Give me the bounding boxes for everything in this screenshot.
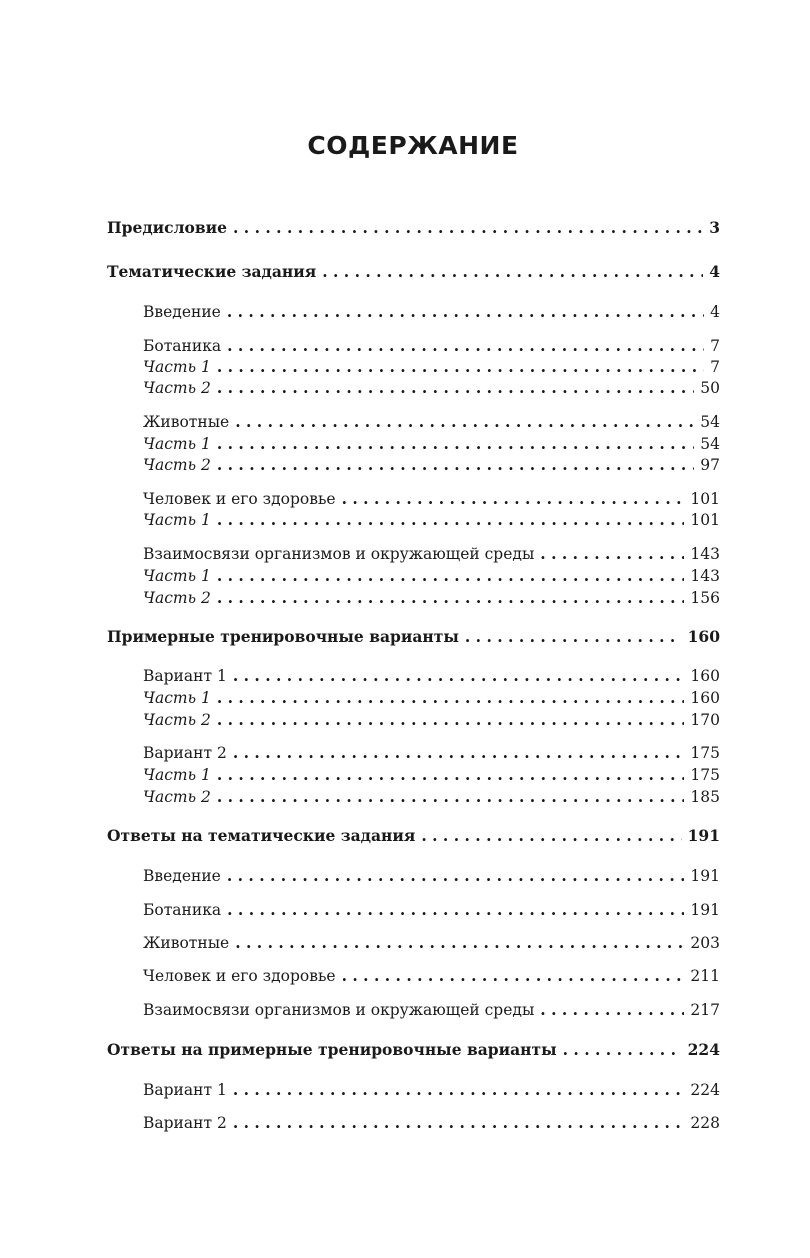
toc-entry-label: Введение [143,303,221,321]
toc-entry-page: 54 [700,413,720,431]
dot-leader [227,900,684,920]
toc-entry-page: 143 [690,545,720,563]
dot-leader [235,933,684,953]
toc-entry [143,412,720,432]
toc-entry-label: Введение [143,867,221,885]
toc-entry [143,302,720,322]
dot-leader [227,866,685,886]
toc-entry-label: Вариант 2 [143,744,227,762]
toc-entry [143,900,720,920]
toc-entry-label: Вариант 1 [143,667,227,685]
dot-leader [342,489,685,509]
toc-entry-page: 54 [700,435,720,453]
dot-leader [217,710,685,730]
toc-entry-label: Часть 1 [143,567,211,585]
toc-entry-label: Ботаника [143,901,222,919]
toc-entry-label: Примерные тренировочные варианты [107,627,459,646]
toc-entry [143,966,720,986]
toc-entry-page: 101 [690,511,720,529]
dot-leader [217,378,694,398]
toc-entry-page: 224 [690,1081,720,1099]
toc-entry [143,787,720,807]
dot-leader [540,1000,684,1020]
toc-entry-label: Вариант 2 [143,1114,227,1132]
toc-entry-page: 224 [687,1040,720,1059]
page-title: СОДЕРЖАНИЕ [307,131,519,160]
toc-entry-label: Часть 2 [143,456,211,474]
toc-entry-page: 7 [710,358,720,376]
dot-leader [217,765,685,785]
toc-entry [143,336,720,356]
toc-entry-label: Часть 1 [143,766,211,784]
toc-entry-label: Часть 1 [143,511,211,529]
dot-leader [233,1080,685,1100]
toc-entry-label: Взаимосвязи организмов и окружающей среды [143,545,535,563]
toc-entry [143,1080,720,1100]
toc-entry [143,1000,720,1020]
toc-entry-label: Часть 2 [143,589,211,607]
toc-entry-page: 185 [690,788,720,806]
toc-entry [143,710,720,730]
toc-entry-page: 160 [690,689,720,707]
dot-leader [217,434,694,454]
toc-entry-label: Часть 2 [143,788,211,806]
dot-leader [233,1113,685,1133]
toc-entry-page: 191 [690,901,720,919]
toc-entry-label: Человек и его здоровье [143,967,336,985]
dot-leader [227,336,704,356]
toc-entry-label: Ботаника [143,337,222,355]
toc-entry [143,357,720,377]
toc-entry-page: 3 [709,218,720,237]
toc-entry-page: 160 [687,627,720,646]
dot-leader [217,357,704,377]
dot-leader [235,412,694,432]
toc-entry-page: 156 [690,589,720,607]
toc-entry [107,262,720,282]
toc-entry-label: Часть 2 [143,379,211,397]
toc-entry [143,688,720,708]
toc-entry-page: 170 [690,711,720,729]
toc-entry [143,510,720,530]
toc-entry-label: Ответы на примерные тренировочные варианты [107,1040,557,1059]
dot-leader [233,743,685,763]
toc-entry-label: Часть 1 [143,358,211,376]
toc-entry [143,489,720,509]
dot-leader [342,966,685,986]
toc-entry [143,1113,720,1133]
toc-entry [143,666,720,686]
toc-entry-label: Часть 1 [143,435,211,453]
toc-entry-page: 211 [690,967,720,985]
toc-entry [143,866,720,886]
toc-entry-page: 4 [709,262,720,281]
toc-entry [143,588,720,608]
toc-entry-label: Предисловие [107,218,227,237]
toc-entry [143,765,720,785]
dot-leader [227,302,704,322]
dot-leader [540,544,684,564]
toc-entry-label: Тематические задания [107,262,317,281]
toc-entry-page: 191 [687,826,720,845]
toc-entry [143,933,720,953]
toc-entry-label: Человек и его здоровье [143,490,336,508]
toc-entry-label: Часть 1 [143,689,211,707]
toc-entry [143,544,720,564]
toc-entry [143,743,720,763]
dot-leader [217,688,685,708]
toc-entry-page: 50 [700,379,720,397]
dot-leader [322,262,703,282]
toc-entry-label: Животные [143,934,230,952]
toc-entry-label: Взаимосвязи организмов и окружающей среды [143,1001,535,1019]
toc-entry-page: 175 [690,744,720,762]
dot-leader [421,826,681,846]
toc-entry-label: Ответы на тематические задания [107,826,416,845]
dot-leader [217,787,685,807]
toc-entry-page: 160 [690,667,720,685]
toc-entry-page: 228 [690,1114,720,1132]
dot-leader [563,1040,682,1060]
toc-entry-page: 97 [700,456,720,474]
dot-leader [217,455,694,475]
toc-entry-page: 4 [710,303,720,321]
toc-entry [143,566,720,586]
dot-leader [233,218,703,238]
toc-entry-page: 203 [690,934,720,952]
toc-entry-page: 217 [690,1001,720,1019]
dot-leader [465,627,682,647]
toc-entry [107,218,720,238]
toc-entry [143,434,720,454]
toc-entry-label: Вариант 1 [143,1081,227,1099]
toc-entry-page: 7 [710,337,720,355]
toc-entry-page: 175 [690,766,720,784]
toc-entry-page: 101 [690,490,720,508]
toc-entry-label: Часть 2 [143,711,211,729]
dot-leader [217,588,685,608]
toc-entry [143,455,720,475]
dot-leader [217,566,685,586]
dot-leader [217,510,685,530]
toc-entry [107,1040,720,1060]
dot-leader [233,666,685,686]
toc-entry [107,826,720,846]
toc-entry-label: Животные [143,413,230,431]
toc-entry [107,627,720,647]
toc-entry [143,378,720,398]
toc-entry-page: 143 [690,567,720,585]
toc-entry-page: 191 [690,867,720,885]
